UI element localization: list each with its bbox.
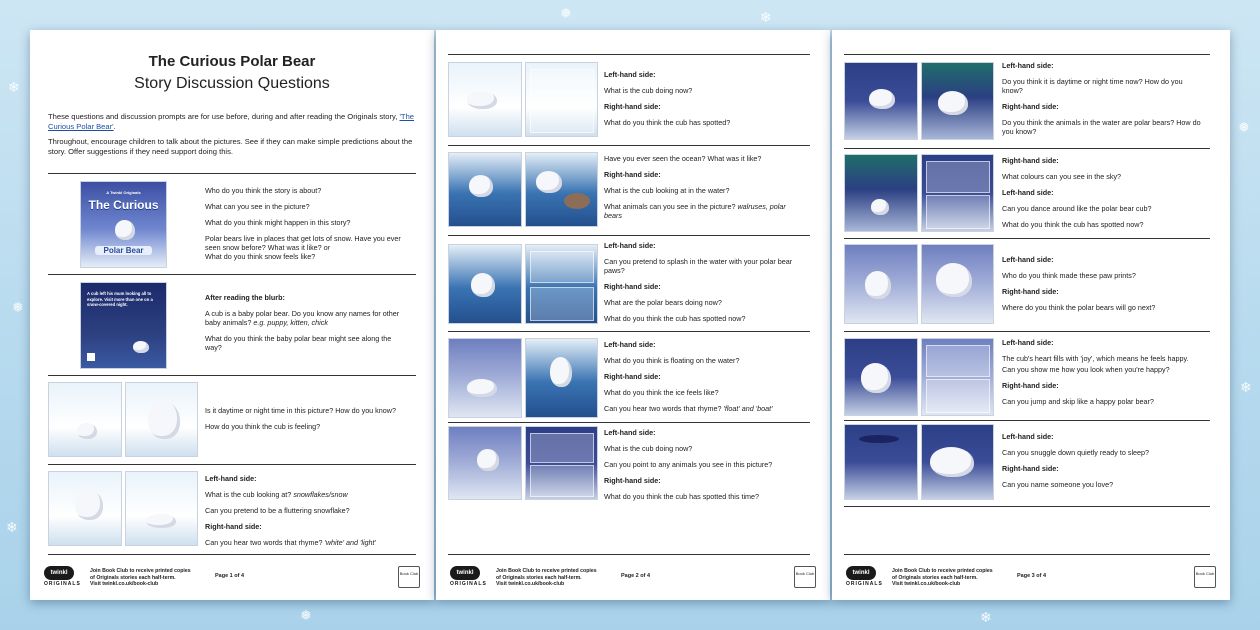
section-heading: Left-hand side:	[1002, 61, 1054, 70]
spread-left-page	[448, 244, 522, 324]
story-spread-image	[448, 244, 598, 324]
divider	[844, 238, 1210, 239]
polar-bear-illustration	[467, 91, 497, 109]
polar-bear-illustration	[869, 89, 895, 109]
page-number: Page 1 of 4	[215, 573, 245, 579]
section-heading: Left-hand side:	[604, 70, 656, 79]
question: What is the cub doing now?	[604, 444, 693, 453]
snowflake-icon: ❅	[12, 299, 24, 315]
section-heading: After reading the blurb:	[205, 293, 285, 302]
question: What is the cub doing now?	[604, 86, 693, 95]
story-spread-image	[448, 426, 598, 500]
snowflake-icon: ❅	[1238, 119, 1250, 135]
question-list	[1002, 432, 1202, 489]
section-heading: Right-hand side:	[1002, 287, 1059, 296]
spread-left-page	[844, 338, 918, 416]
question: What is the cub looking at?	[205, 490, 292, 499]
story-spread-image	[48, 382, 198, 457]
question: What do you think the cub has spotted this time?	[604, 492, 760, 501]
section-heading: Right-hand side:	[604, 476, 661, 485]
question: A cub is a baby polar bear. Do you know any names for other baby animals?	[205, 309, 400, 327]
polar-bear-illustration	[115, 220, 135, 240]
intro-paragraph-2: Throughout, encourage children to talk about the pictures. See if they can make simple predictions about the story. Offer suggestions if they need support doing this.	[48, 137, 413, 156]
question-list	[205, 293, 405, 352]
section-heading: Left-hand side:	[604, 241, 656, 250]
section-heading: Left-hand side:	[1002, 188, 1054, 197]
story-panel	[530, 465, 594, 497]
divider	[48, 375, 416, 376]
question: What animals can you see in the picture?	[604, 202, 736, 211]
section-heading: Left-hand side:	[604, 428, 656, 437]
question-list	[1002, 156, 1202, 229]
snowflake-icon: ❄	[1240, 379, 1252, 395]
question: What is the cub looking at in the water?	[604, 186, 730, 195]
twinkl-logo	[450, 566, 486, 588]
story-spread-image	[448, 338, 598, 418]
twinkl-logo	[846, 566, 882, 588]
question-list	[604, 340, 804, 413]
question: Can you name someone you love?	[1002, 480, 1114, 489]
question-list	[1002, 338, 1202, 406]
story-panel	[530, 101, 594, 133]
footer-line: Visit twinkl.co.uk/book-club	[90, 581, 159, 587]
polar-bear-illustration	[871, 199, 889, 215]
spread-right-page	[921, 338, 995, 416]
spread-left-page	[448, 152, 522, 227]
book-club-badge: Book Club	[398, 566, 420, 588]
story-panel	[530, 433, 594, 463]
divider	[448, 422, 810, 423]
footer-line: Join Book Club to receive printed copies	[90, 568, 191, 574]
question-list	[205, 406, 405, 431]
question-answer: 'white' and 'light'	[324, 538, 376, 547]
section-heading: Right-hand side:	[1002, 381, 1059, 390]
divider	[448, 331, 810, 332]
story-panel	[530, 287, 594, 321]
section-heading: Right-hand side:	[1002, 102, 1059, 111]
question-list	[604, 70, 804, 127]
section-heading: Right-hand side:	[205, 522, 262, 531]
footer-text	[892, 568, 1002, 588]
spread-left-page	[844, 62, 918, 140]
divider	[844, 331, 1210, 332]
question: Do you think the animals in the water are polar bears? How do you know?	[1002, 118, 1201, 136]
spread-left-page	[448, 62, 522, 137]
page-number: Page 2 of 4	[621, 573, 651, 579]
book-club-badge: Book Club	[794, 566, 816, 588]
story-panel	[926, 195, 990, 229]
divider	[48, 173, 416, 174]
section-heading: Right-hand side:	[604, 282, 661, 291]
spread-left-page	[448, 426, 522, 500]
question: Can you hear two words that rhyme?	[604, 404, 722, 413]
footer-line: of Originals stories each half-term.	[892, 574, 978, 581]
question-answer: snowflakes/snow	[293, 490, 348, 499]
intro-text: These questions and discussion prompts are for use before, during and after reading the Originals story,	[48, 112, 400, 121]
divider	[844, 506, 1210, 507]
cover-title-1: The Curious	[88, 198, 159, 212]
divider	[448, 54, 810, 55]
question: What do you think the cub has spotted now?	[604, 314, 746, 323]
divider	[844, 148, 1210, 149]
book-cover-image	[80, 181, 167, 268]
question: Who do you think the story is about?	[205, 186, 322, 195]
question: Can you dance around like the polar bear cub?	[1002, 204, 1152, 213]
question: What do you think the cub has spotted now?	[1002, 220, 1144, 229]
footer-line: of Originals stories each half-term.	[496, 574, 582, 581]
section-heading: Right-hand side:	[604, 372, 661, 381]
spread-right-page	[525, 338, 599, 418]
snowflake-icon: ❅	[300, 607, 312, 623]
question: Can you jump and skip like a happy polar bear?	[1002, 397, 1154, 406]
polar-bear-illustration	[469, 175, 493, 197]
logo-subtext: ORIGINALS	[450, 581, 487, 587]
snowflake-icon: ❅	[560, 5, 572, 21]
snowflake-icon: ❄	[6, 519, 18, 535]
qr-code-icon	[87, 353, 95, 361]
spread-left-page	[448, 338, 522, 418]
walrus-illustration	[564, 193, 590, 209]
section-heading: Right-hand side:	[604, 102, 661, 111]
question: What do you think snow feels like?	[205, 252, 316, 261]
page-title: The Curious Polar Bear	[148, 53, 316, 70]
logo-text: twinkl	[846, 566, 876, 580]
question-answer: 'float' and 'boat'	[723, 404, 773, 413]
polar-bear-illustration	[75, 490, 103, 520]
question: What do you think the baby polar bear might see along the way?	[205, 334, 392, 352]
question: Where do you think the polar bears will go next?	[1002, 303, 1156, 312]
cave-opening	[859, 435, 899, 443]
spread-left-page	[844, 424, 918, 500]
question-list	[604, 241, 804, 323]
story-link[interactable]: 'The Curious Polar Bear'	[48, 112, 415, 131]
worksheet-page-3	[832, 30, 1230, 600]
divider	[844, 54, 1210, 55]
spread-left-page	[844, 244, 918, 324]
divider	[844, 420, 1210, 421]
polar-bear-illustration	[936, 263, 972, 297]
section-heading: Left-hand side:	[604, 340, 656, 349]
spread-right-page	[921, 154, 995, 232]
page-footer	[436, 554, 830, 600]
polar-bear-illustration	[471, 273, 495, 297]
footer-line: of Originals stories each half-term.	[90, 574, 176, 581]
question: Can you show me how you look when you're happy?	[1002, 365, 1170, 374]
polar-bear-illustration	[536, 171, 562, 193]
section-heading: Right-hand side:	[604, 170, 661, 179]
question: Have you ever seen the ocean? What was it like?	[604, 154, 762, 163]
divider	[448, 235, 810, 236]
question: Can you pretend to be a fluttering snowflake?	[205, 506, 350, 515]
polar-bear-illustration	[467, 379, 497, 397]
question: Is it daytime or night time in this picture? How do you know?	[205, 406, 396, 415]
intro-paragraph	[48, 112, 420, 132]
footer-text	[496, 568, 606, 588]
polar-bear-illustration	[133, 341, 149, 353]
spread-right-page	[921, 244, 995, 324]
section-heading: Left-hand side:	[1002, 338, 1054, 347]
worksheet-page-1	[30, 30, 434, 600]
page-subtitle: Story Discussion Questions	[134, 75, 330, 92]
question-or: or	[323, 243, 331, 252]
story-spread-image	[48, 471, 198, 546]
cover-title-2: Polar Bear	[95, 246, 152, 255]
twinkl-logo	[44, 566, 80, 588]
spread-left-page	[48, 471, 122, 546]
spread-right-page	[921, 62, 995, 140]
polar-bear-illustration	[146, 514, 176, 528]
book-club-badge: Book Club	[1194, 566, 1216, 588]
worksheet-page-2	[436, 30, 830, 600]
blurb-text: A cub left his mum looking all to explore. Visit more than one on a snow-covered night.	[87, 291, 153, 307]
spread-left-page	[48, 382, 122, 457]
story-spread-image	[844, 62, 994, 140]
cover-series: A Twinkl Originals	[106, 190, 141, 195]
question: Can you point to any animals you see in this picture?	[604, 460, 773, 469]
question: What can you see in the picture?	[205, 202, 310, 211]
snowflake-icon: ❄	[980, 609, 992, 625]
question: Can you hear two words that rhyme?	[205, 538, 323, 547]
story-spread-image	[844, 424, 994, 500]
intro-text-end: .	[113, 122, 116, 131]
question: Do you think it is daytime or night time now? How do you know?	[1002, 77, 1183, 95]
story-panel	[926, 161, 990, 193]
spread-left-page	[844, 154, 918, 232]
footer-line: Visit twinkl.co.uk/book-club	[892, 581, 961, 587]
question: Can you pretend to splash in the water with your polar bear paws?	[604, 257, 793, 275]
question: The cub's heart fills with 'joy', which means he feels happy.	[1002, 354, 1189, 363]
spread-right-page	[525, 62, 599, 137]
story-spread-image	[844, 338, 994, 416]
question: What are the polar bears doing now?	[604, 298, 722, 307]
footer-line: Visit twinkl.co.uk/book-club	[496, 581, 565, 587]
story-spread-image	[448, 152, 598, 227]
question-list	[604, 154, 804, 220]
polar-bear-illustration	[148, 401, 180, 439]
divider	[48, 274, 416, 275]
section-heading: Left-hand side:	[1002, 255, 1054, 264]
question: How do you think the cub is feeling?	[205, 422, 321, 431]
question: What do you think might happen in this story?	[205, 218, 351, 227]
spread-right-page	[525, 244, 599, 324]
question: Can you snuggle down quietly ready to sleep?	[1002, 448, 1150, 457]
polar-bear-illustration	[550, 357, 572, 387]
question-list	[604, 428, 804, 501]
section-heading: Left-hand side:	[1002, 432, 1054, 441]
polar-bear-illustration	[930, 447, 974, 477]
snowflake-icon: ❄	[760, 9, 772, 25]
story-panel	[926, 379, 990, 413]
spread-right-page	[125, 471, 199, 546]
footer-line: Join Book Club to receive printed copies	[496, 568, 597, 574]
page-number: Page 3 of 4	[1017, 573, 1047, 579]
section-heading: Left-hand side:	[205, 474, 257, 483]
page-footer	[832, 554, 1230, 600]
polar-bear-illustration	[865, 271, 891, 299]
divider	[448, 145, 810, 146]
question: What do you think the cub has spotted?	[604, 118, 731, 127]
page-footer	[30, 554, 434, 600]
snowflake-icon: ❄	[8, 79, 20, 95]
blurb-image	[80, 282, 167, 369]
footer-line: Join Book Club to receive printed copies	[892, 568, 993, 574]
question: Who do you think made these paw prints?	[1002, 271, 1136, 280]
polar-bear-illustration	[938, 91, 968, 115]
spread-right-page	[921, 424, 995, 500]
question: What colours can you see in the sky?	[1002, 172, 1122, 181]
logo-subtext: ORIGINALS	[846, 581, 883, 587]
story-spread-image	[844, 154, 994, 232]
story-spread-image	[844, 244, 994, 324]
spread-right-page	[525, 152, 599, 227]
section-heading: Right-hand side:	[1002, 156, 1059, 165]
story-spread-image	[448, 62, 598, 137]
divider	[48, 464, 416, 465]
story-panel	[530, 69, 594, 99]
story-panel	[926, 345, 990, 377]
question-list	[1002, 255, 1202, 312]
logo-subtext: ORIGINALS	[44, 581, 81, 587]
footer-text	[90, 568, 200, 588]
question-answer: walruses, polar bears	[604, 202, 786, 220]
question-list	[205, 474, 405, 547]
logo-text: twinkl	[44, 566, 74, 580]
section-heading: Right-hand side:	[1002, 464, 1059, 473]
polar-bear-illustration	[477, 449, 499, 471]
spread-right-page	[125, 382, 199, 457]
spread-right-page	[525, 426, 599, 500]
question: Polar bears live in places that get lots of snow. Have you ever seen snow before? What was it like?	[205, 234, 401, 252]
question: What do you think is floating on the water?	[604, 356, 740, 365]
question-list	[205, 186, 405, 261]
polar-bear-illustration	[77, 423, 97, 439]
question: What do you think the ice feels like?	[604, 388, 719, 397]
logo-text: twinkl	[450, 566, 480, 580]
question-list	[1002, 61, 1202, 136]
polar-bear-illustration	[861, 363, 891, 393]
story-panel	[530, 251, 594, 283]
question-example: e.g. puppy, kitten, chick	[253, 318, 328, 327]
